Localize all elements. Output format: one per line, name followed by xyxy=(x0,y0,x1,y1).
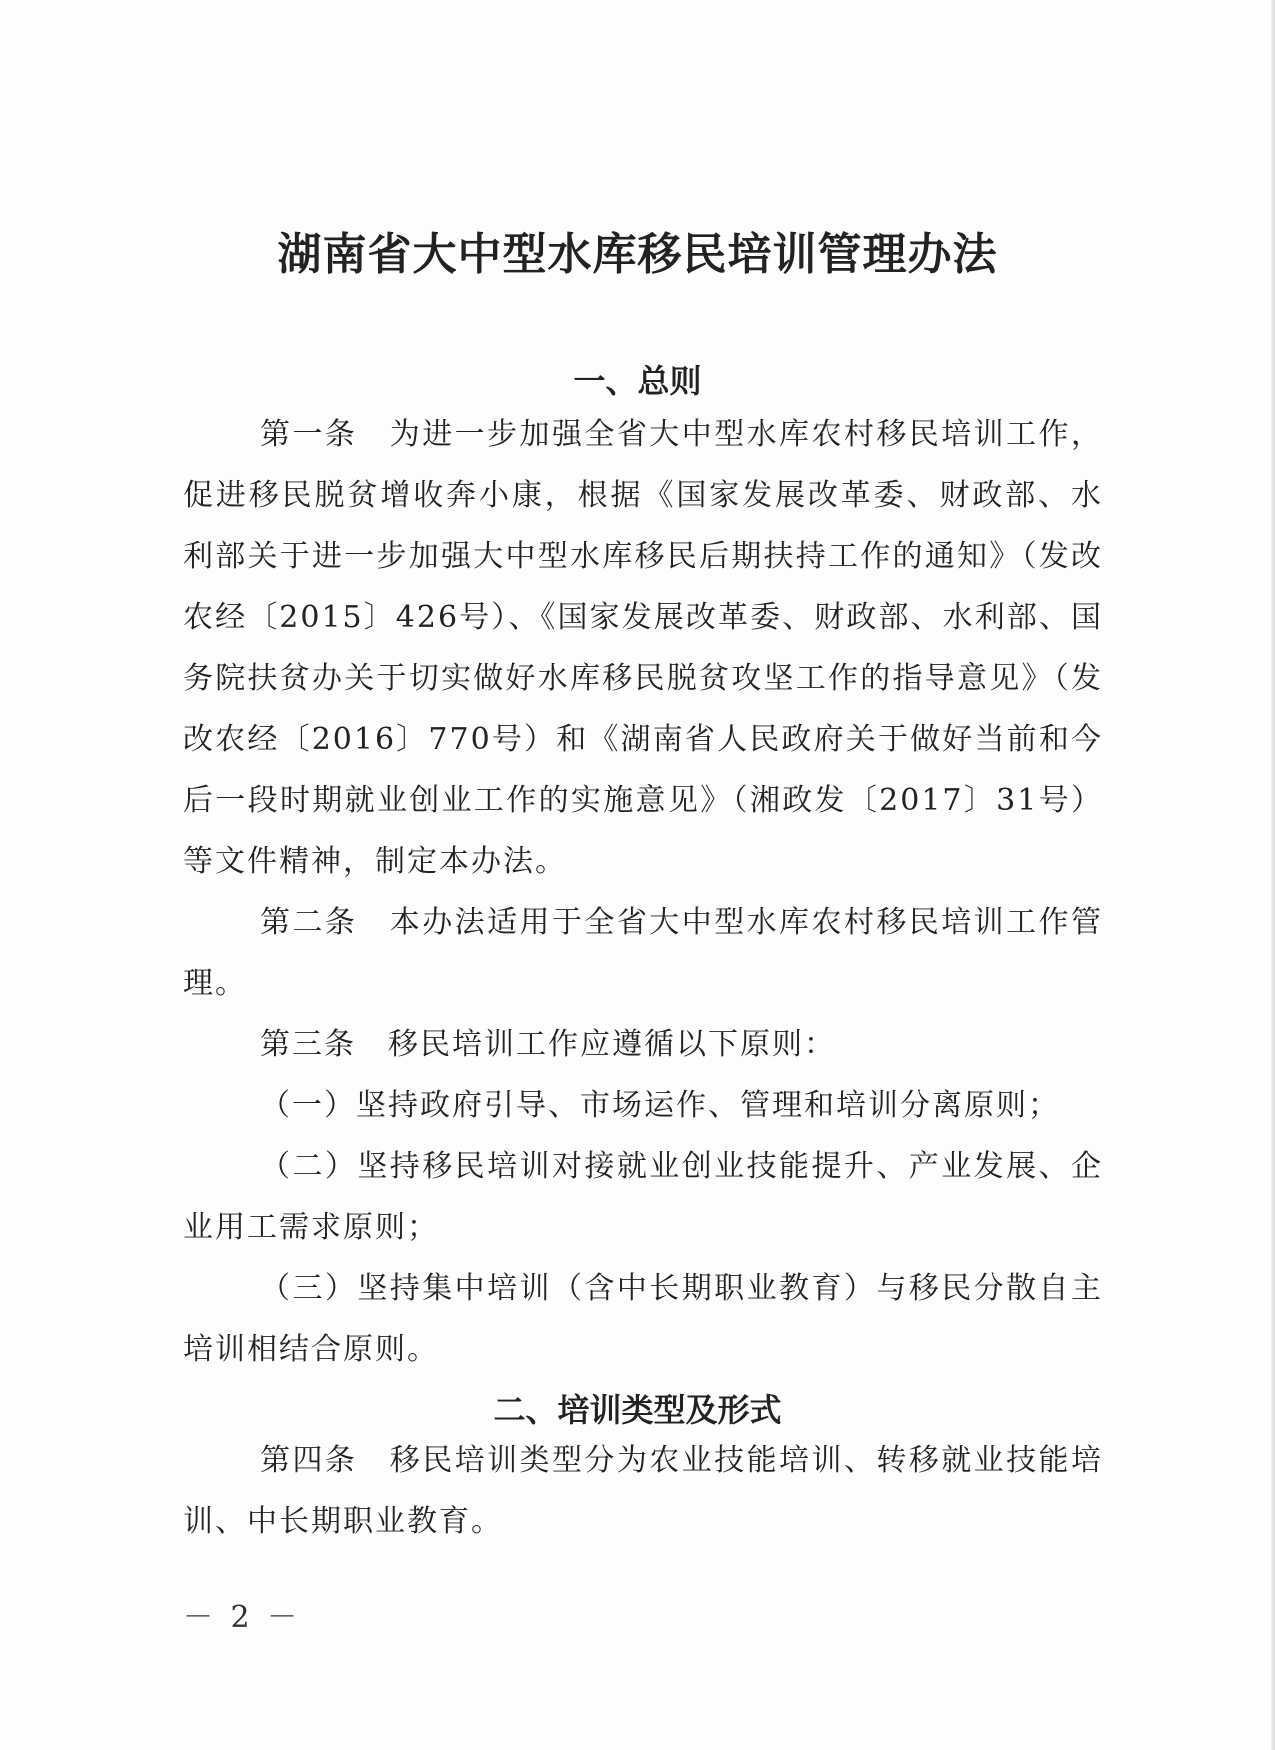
principle-2-paragraph: （二）坚持移民培训对接就业创业技能提升、产业发展、企业用工需求原则； xyxy=(183,1149,1103,1245)
principle-3-paragraph: （三）坚持集中培训（含中长期职业教育）与移民分散自主培训相结合原则。 xyxy=(183,1271,1103,1367)
article-3-paragraph: 第三条 移民培训工作应遵循以下原则： xyxy=(260,1027,836,1062)
article-1-paragraph: 第一条 为进一步加强全省大中型水库农村移民培训工作，促进移民脱贫增收奔小康，根据《国家发展改革委、财政部、水利部关于进一步加强大中型水库移民后期扶持工作的通知》（发改农经〔2015〕426号）、《国家发展改革委、财政部、水利部、国务院扶贫办关于切实做好水库移民脱贫攻坚工作的指导意见》（发改农经〔2016〕770号）和《湖南省人民政府关于做好当前和今后一段时期就业创业工作的实施意见》（湘政发〔2017〕31号）等文件精神，制定本办法。 xyxy=(183,417,1103,879)
principle-1-paragraph: （一）坚持政府引导、市场运作、管理和培训分离原则； xyxy=(260,1088,1060,1123)
document-title: 湖南省大中型水库移民培训管理办法 xyxy=(277,229,998,280)
section-heading-training-types: 二、培训类型及形式 xyxy=(493,1391,782,1429)
section-heading-general: 一、总则 xyxy=(573,362,702,400)
page-number: － 2 － xyxy=(183,1600,302,1635)
article-2-paragraph: 第二条 本办法适用于全省大中型水库农村移民培训工作管理。 xyxy=(183,905,1103,1001)
article-4-paragraph: 第四条 移民培训类型分为农业技能培训、转移就业技能培训、中长期职业教育。 xyxy=(183,1443,1103,1539)
